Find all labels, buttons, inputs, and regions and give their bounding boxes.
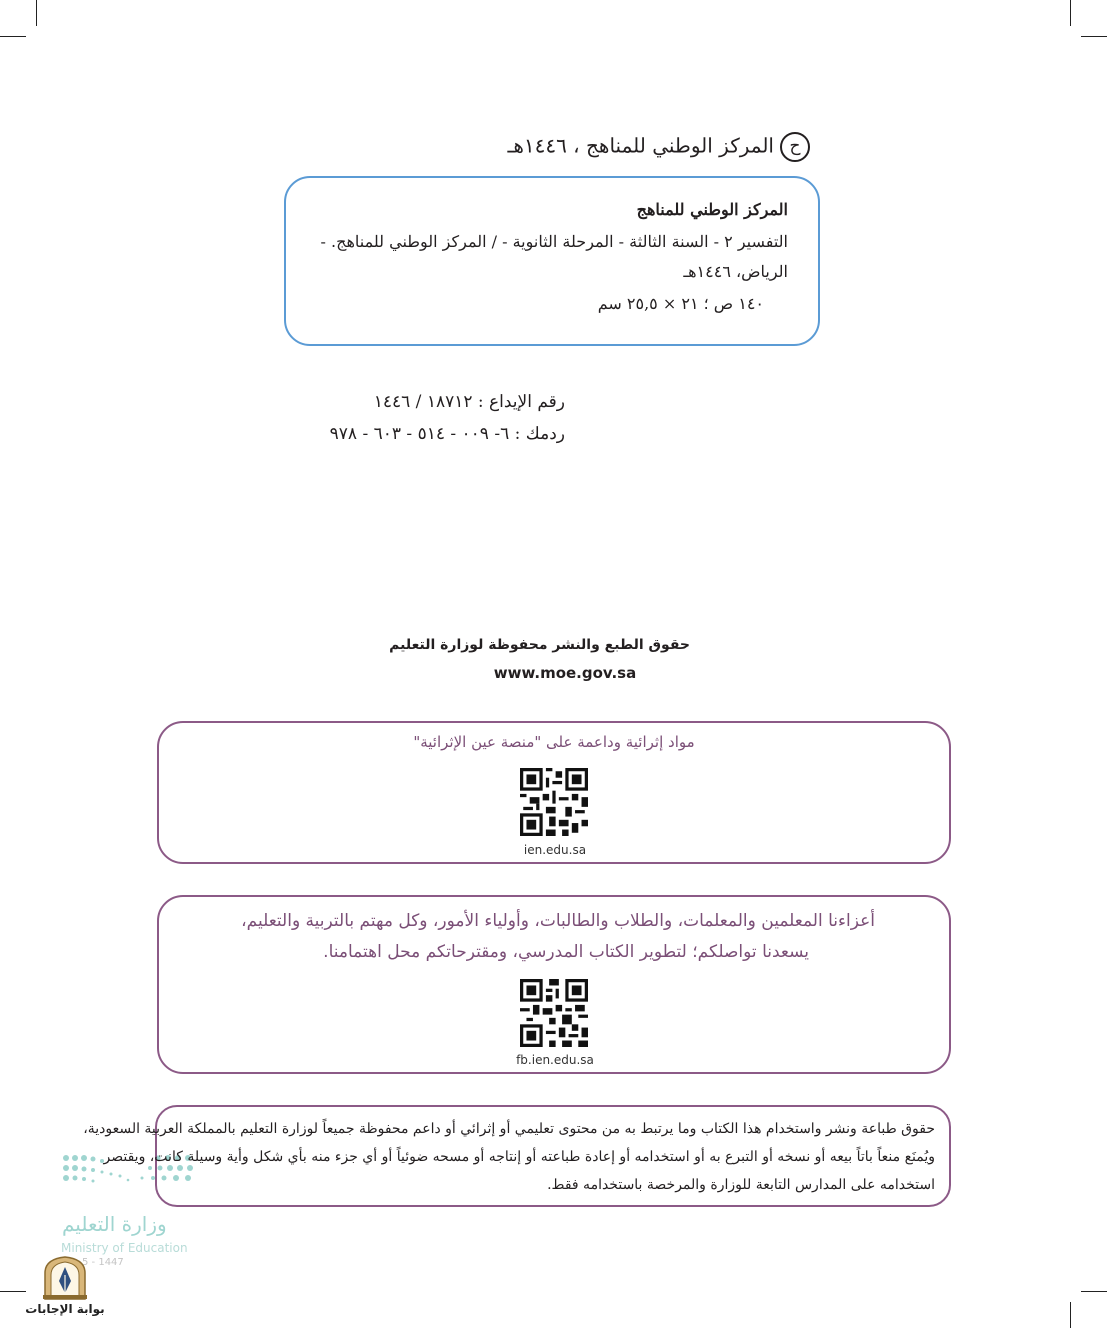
- catalog-line: التفسير ٢ - السنة الثالثة - المرحلة الثانوية - / المركز الوطني للمناهج. -: [320, 232, 788, 251]
- deposit-number: رقم الإيداع : ١٨٧١٢ / ١٤٤٦: [373, 392, 565, 412]
- qr-code-icon[interactable]: [520, 768, 588, 836]
- qr-label[interactable]: ien.edu.sa: [523, 843, 587, 857]
- qr-code-icon[interactable]: [520, 979, 588, 1047]
- crop-mark: [1070, 1302, 1071, 1328]
- pen-arch-icon: [40, 1255, 90, 1301]
- rights-title: حقوق الطبع والنشر محفوظة لوزارة التعليم: [389, 637, 690, 653]
- crop-mark: [36, 0, 37, 26]
- crop-mark: [1070, 0, 1071, 26]
- legal-notice-box: [83, 1105, 951, 1207]
- catalog-line: ١٤٠ ص ؛ ٢١ × ٢٥,٥ سم: [597, 294, 764, 313]
- catalog-card: [284, 176, 820, 346]
- crop-mark: [1081, 36, 1107, 37]
- crop-mark: [0, 36, 26, 37]
- qr-label[interactable]: fb.ien.edu.sa: [516, 1053, 594, 1067]
- copyright-text: المركز الوطني للمناهج ، ١٤٤٦هـ: [507, 133, 774, 158]
- crop-mark: [1081, 1291, 1107, 1292]
- catalog-title: المركز الوطني للمناهج: [636, 200, 788, 219]
- feedback-line: أعزاءنا المعلمين والمعلمات، والطلاب والطالبات، وأولياء الأمور، وكل مهتم بالتربية والتعليم،: [241, 911, 875, 931]
- legal-line: استخدامه على المدارس التابعة للوزارة والمرخصة باستخدامه فقط.: [547, 1177, 935, 1193]
- feedback-box: [157, 895, 951, 1074]
- ministry-name-english: Ministry of Education: [61, 1241, 188, 1255]
- copyright-line: [440, 132, 810, 166]
- ministry-name-arabic: وزارة التعليم: [62, 1212, 167, 1236]
- answers-portal-logo[interactable]: [20, 1255, 110, 1323]
- ministry-year: 5 - 1447: [82, 1257, 124, 1268]
- legal-line: حقوق طباعة ونشر واستخدام هذا الكتاب وما يرتبط به من محتوى تعليمي أو إثرائي أو داعم محفوظة جميعاً لوزارة التعليم بالمملكة العربية السعودية،: [83, 1121, 935, 1137]
- catalog-line: الرياض، ١٤٤٦هـ: [683, 262, 788, 281]
- ien-box-title: مواد إثرائية وداعمة على "منصة عين الإثرائية": [413, 733, 695, 751]
- copyright-symbol: ح: [780, 132, 810, 162]
- moe-url-link[interactable]: www.moe.gov.sa: [493, 664, 637, 682]
- legal-line: ويُمنَع منعاً باتاً بيعه أو نسخه أو التبرع به أو استخدامه أو إعادة طباعته أو إنتاجه أو مسحه ضوئياً أو أي جزء منه بأي شكل وأية وسيلة كانت، ويقتصر: [103, 1149, 935, 1165]
- feedback-line: يسعدنا تواصلكم؛ لتطوير الكتاب المدرسي، ومقترحاتكم محل اهتمامنا.: [323, 942, 809, 962]
- answers-portal-label: بوابة الإجابات: [25, 1302, 105, 1316]
- isbn: ردمك : ٦- ٠٠٩ - ٥١٤ - ٦٠٣ - ٩٧٨: [329, 424, 565, 444]
- ien-platform-box: [157, 721, 951, 864]
